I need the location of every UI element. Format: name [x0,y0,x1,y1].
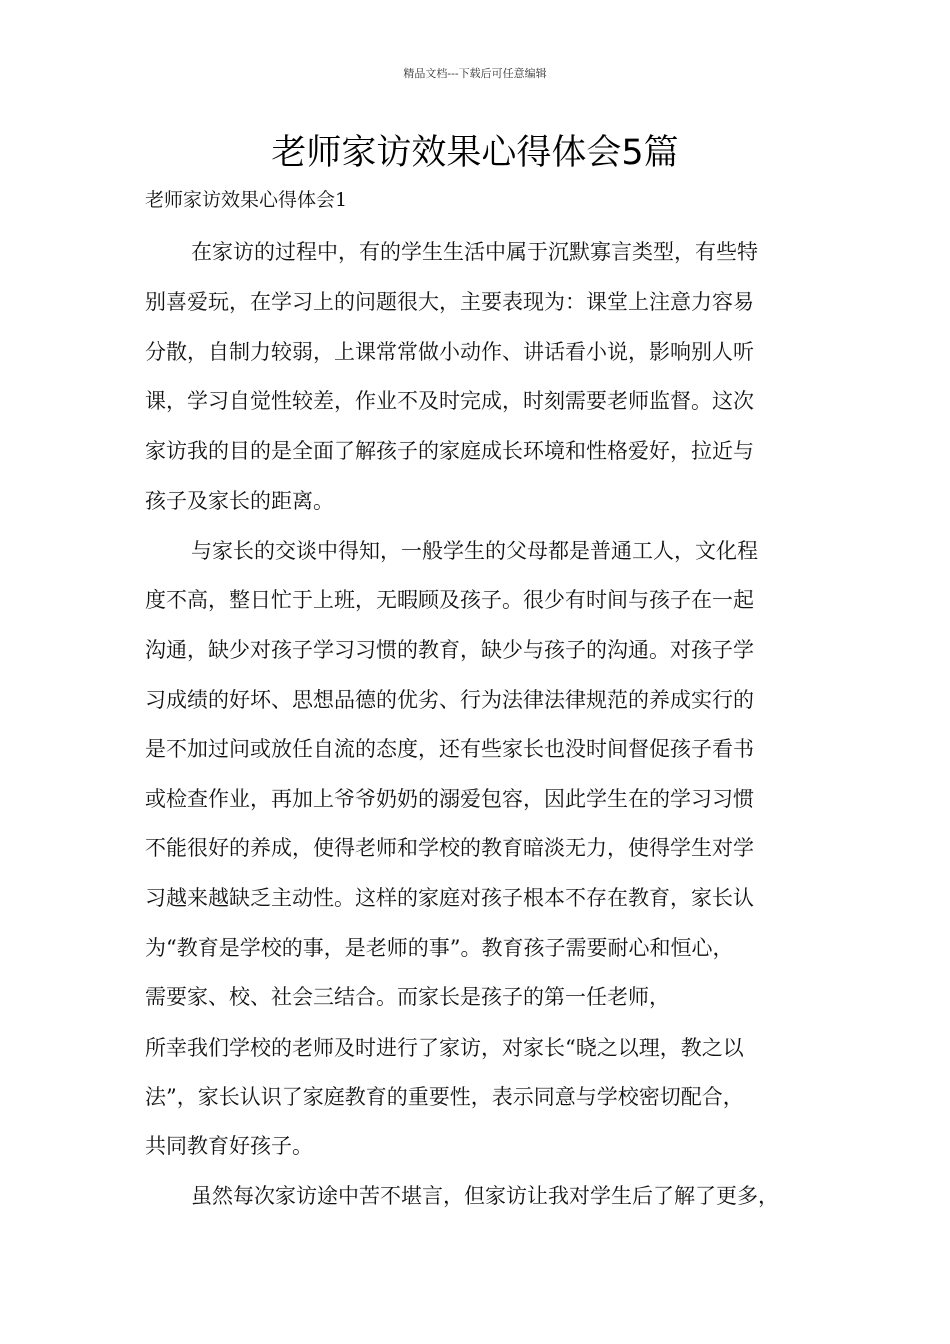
page-header: 精品文档---下载后可任意编辑 [403,67,547,80]
paragraph-line: 习越来越缺乏主动性。这样的家庭对孩子根本不存在教育，家长认 [145,886,754,910]
paragraph-line: 共同教育好孩子。 [145,1134,313,1158]
paragraph-line: 是不加过问或放任自流的态度，还有些家长也没时间督促孩子看书 [145,737,754,761]
document-title: 老师家访效果心得体会5篇 [271,133,679,173]
paragraph-line: 不能很好的养成，使得老师和学校的教育暗淡无力，使得学生对学 [145,836,754,860]
paragraph-line: 为“教育是学校的事，是老师的事”。教育孩子需要耐心和恒心， [145,936,734,960]
paragraph-line: 习成绩的好坏、思想品德的优劣、行为法律法律规范的养成实行的 [145,688,754,712]
paragraph-line: 孩子及家长的距离。 [145,489,334,513]
paragraph-line: 家访我的目的是全面了解孩子的家庭成长环境和性格爱好，拉近与 [145,439,754,463]
paragraph-line: 或检查作业，再加上爷爷奶奶的溺爱包容，因此学生在的学习习惯 [145,787,754,811]
section-heading: 老师家访效果心得体会1 [145,189,348,211]
paragraph-line: 课，学习自觉性较差，作业不及时完成，时刻需要老师监督。这次 [145,389,754,413]
paragraph-line: 所幸我们学校的老师及时进行了家访，对家长“晓之以理，教之以 [145,1036,744,1060]
paragraph-line: 法”，家长认识了家庭教育的重要性，表示同意与学校密切配合， [145,1085,744,1109]
paragraph-line: 需要家、校、社会三结合。而家长是孩子的第一任老师， [145,985,670,1009]
paragraph-line: 沟通，缺少对孩子学习习惯的教育，缺少与孩子的沟通。对孩子学 [145,638,754,662]
paragraph-line: 度不高，整日忙于上班，无暇顾及孩子。很少有时间与孩子在一起 [145,588,754,612]
paragraph-line: 与家长的交谈中得知，一般学生的父母都是普通工人，文化程 [191,539,758,563]
paragraph-line: 分散，自制力较弱，上课常常做小动作、讲话看小说，影响别人听 [145,340,754,364]
paragraph-line: 别喜爱玩，在学习上的问题很大，主要表现为：课堂上注意力容易 [145,290,754,314]
paragraph-line: 在家访的过程中，有的学生生活中属于沉默寡言类型，有些特 [191,240,758,264]
paragraph-line: 虽然每次家访途中苦不堪言，但家访让我对学生后了解了更多， [191,1184,779,1208]
